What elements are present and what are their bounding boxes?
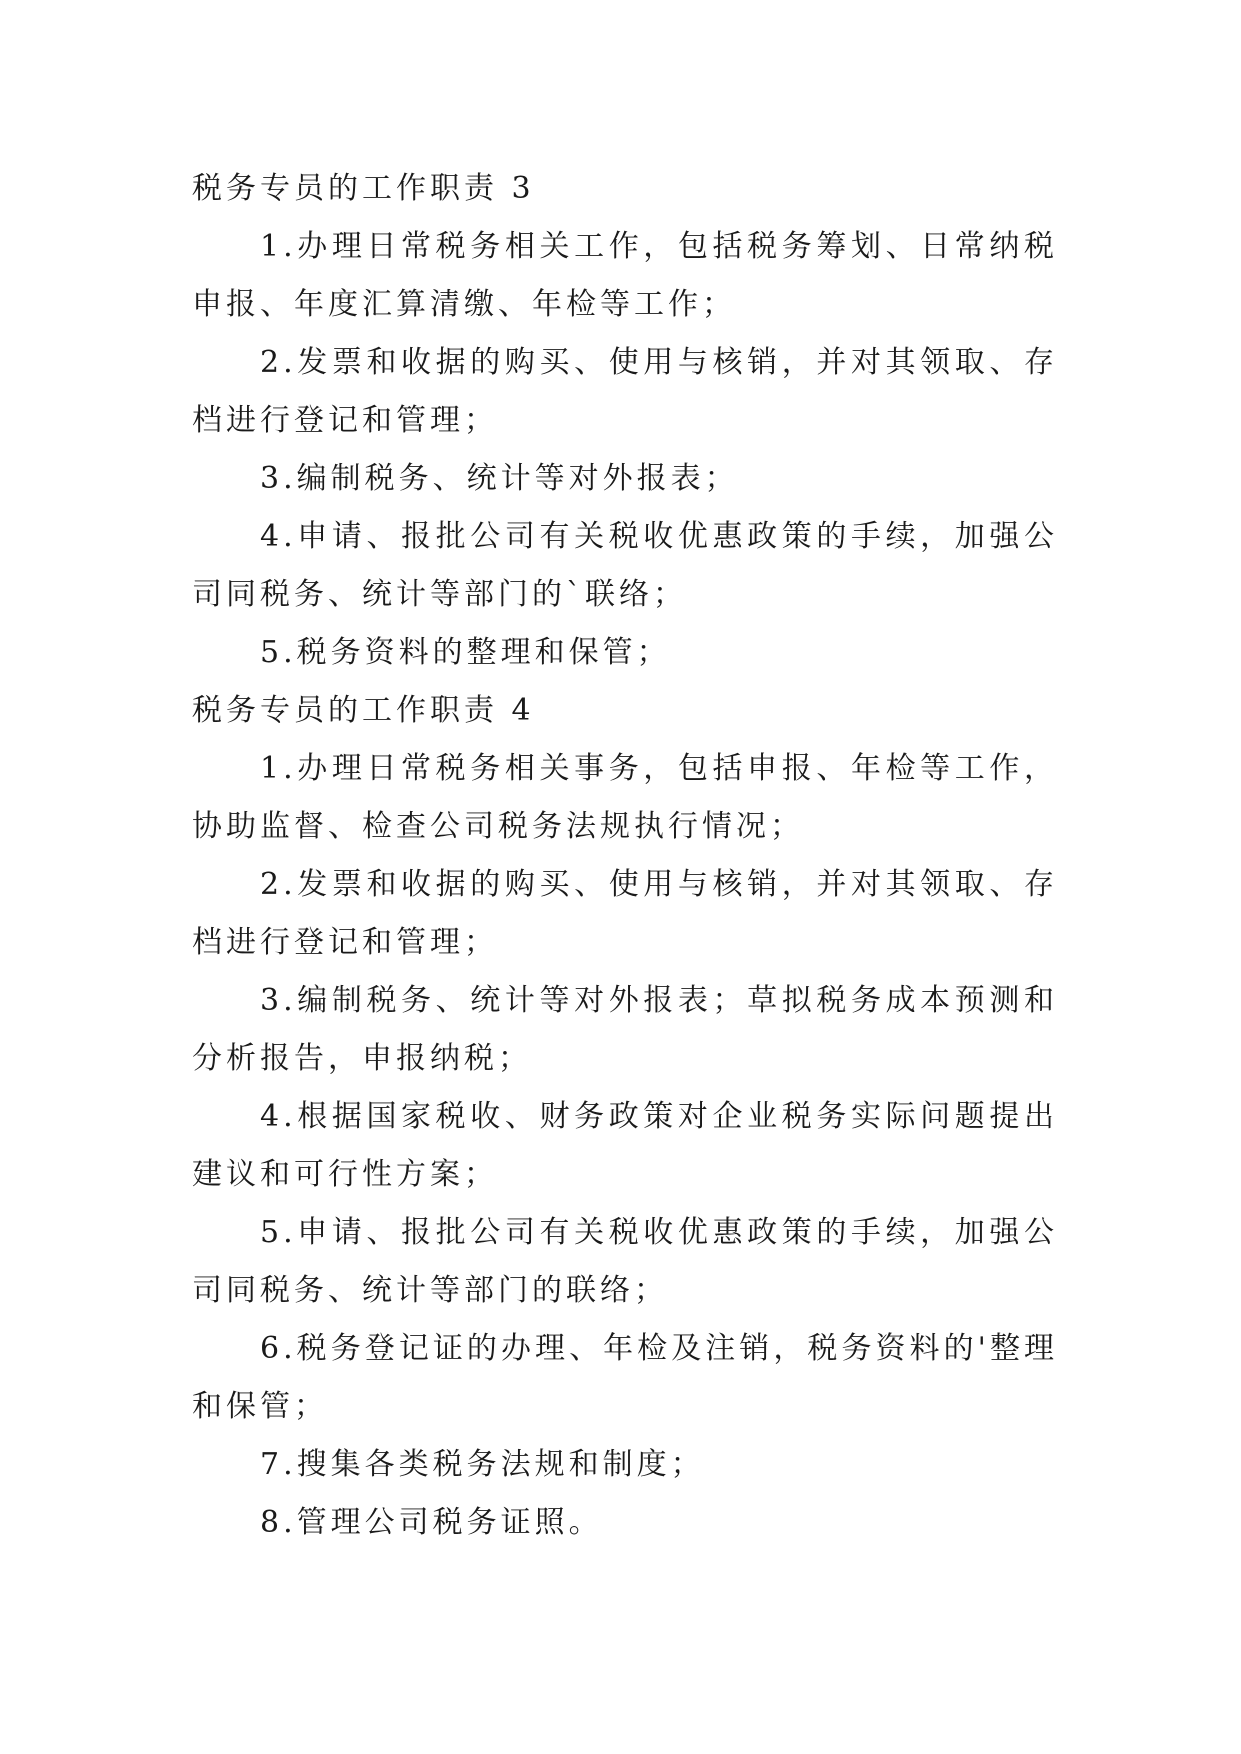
- list-item: 1.办理日常税务相关工作，包括税务筹划、日常纳税申报、年度汇算清缴、年检等工作；: [192, 229, 1058, 322]
- list-item: 4.申请、报批公司有关税收优惠政策的手续，加强公司同税务、统计等部门的`联络；: [192, 519, 1058, 612]
- document-body: [192, 160, 1058, 1552]
- list-item: 6.税务登记证的办理、年检及注销，税务资料的'整理和保管；: [192, 1331, 1058, 1424]
- list-item: 1.办理日常税务相关事务，包括申报、年检等工作，协助监督、检查公司税务法规执行情况；: [192, 751, 1058, 844]
- list-item: 5.申请、报批公司有关税收优惠政策的手续，加强公司同税务、统计等部门的联络；: [192, 1215, 1058, 1308]
- list-item: 3.编制税务、统计等对外报表；: [260, 461, 739, 496]
- section-title: 税务专员的工作职责 4: [192, 693, 535, 728]
- list-item: 7.搜集各类税务法规和制度；: [260, 1447, 705, 1482]
- list-item: 4.根据国家税收、财务政策对企业税务实际问题提出建议和可行性方案；: [192, 1099, 1058, 1192]
- list-item: 2.发票和收据的购买、使用与核销，并对其领取、存档进行登记和管理；: [192, 867, 1058, 960]
- section-title: 税务专员的工作职责 3: [192, 171, 535, 206]
- list-item: 3.编制税务、统计等对外报表；草拟税务成本预测和分析报告，申报纳税；: [192, 983, 1058, 1076]
- list-item: 8.管理公司税务证照。: [260, 1505, 603, 1540]
- list-item: 2.发票和收据的购买、使用与核销，并对其领取、存档进行登记和管理；: [192, 345, 1058, 438]
- list-item: 5.税务资料的整理和保管；: [260, 635, 671, 670]
